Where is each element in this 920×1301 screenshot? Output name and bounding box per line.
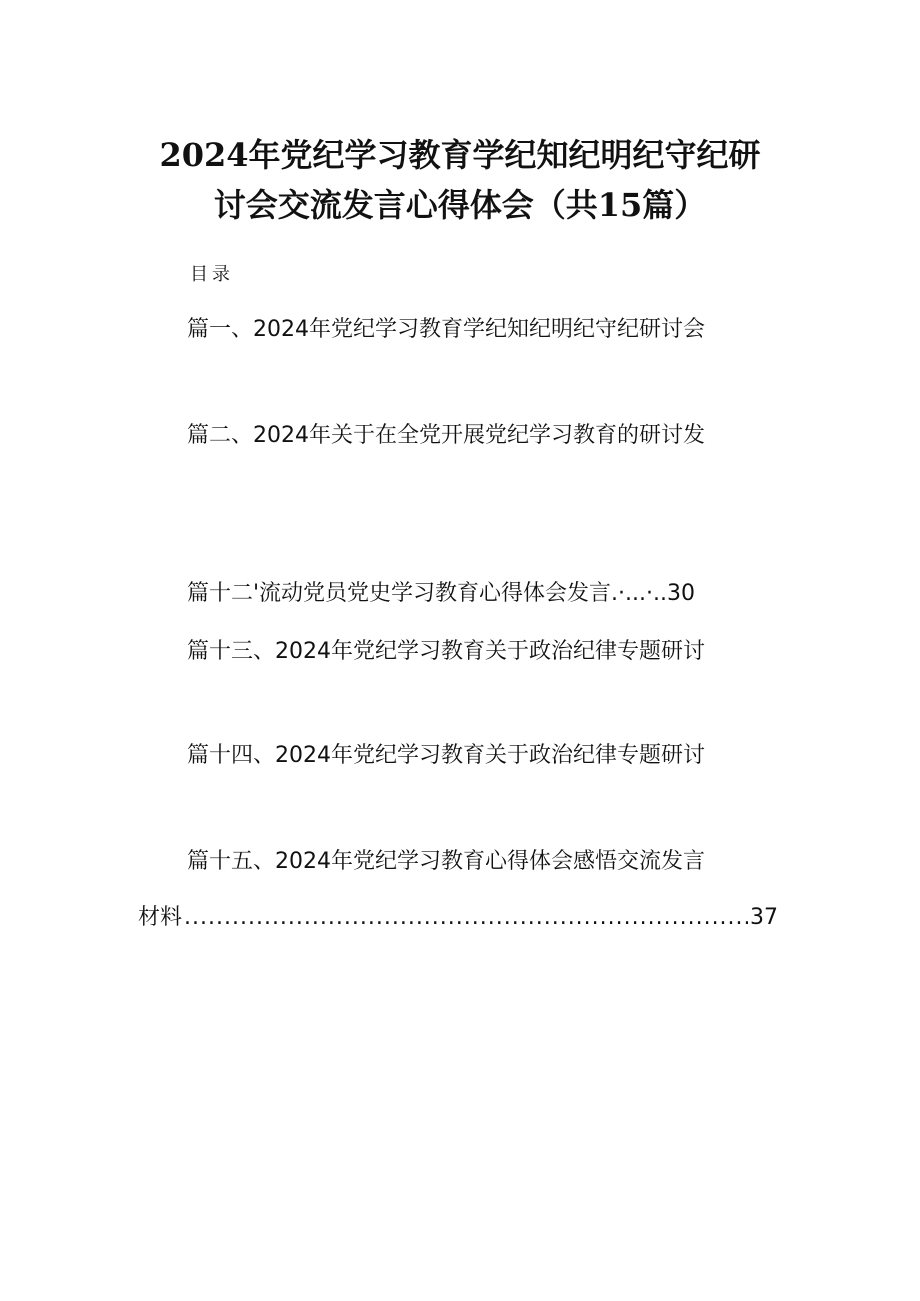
toc-page-number: 37	[750, 905, 778, 930]
toc-entry-12[interactable]: 篇十二'流动党员党史学习教育心得体会发言.·...·..30	[187, 581, 695, 606]
document-title-line-2: 讨会交流发言心得体会（共15篇）	[213, 186, 707, 224]
document-title-line-1: 2024年党纪学习教育学纪知纪明纪守纪研	[159, 136, 761, 174]
toc-entry-15[interactable]: 篇十五、2024年党纪学习教育心得体会感悟交流发言	[187, 849, 705, 874]
toc-continuation-text: 材料	[138, 905, 183, 930]
toc-entry-14[interactable]: 篇十四、2024年党纪学习教育关于政治纪律专题研讨	[187, 743, 705, 768]
toc-entry-13[interactable]: 篇十三、2024年党纪学习教育关于政治纪律专题研讨	[187, 639, 705, 664]
toc-dot-leader	[184, 902, 748, 934]
toc-entry-2[interactable]: 篇二、2024年关于在全党开展党纪学习教育的研讨发	[187, 423, 705, 448]
toc-heading: 目录	[190, 264, 234, 285]
toc-entry-15-continuation[interactable]	[138, 902, 778, 934]
toc-entry-1[interactable]: 篇一、2024年党纪学习教育学纪知纪明纪守纪研讨会	[187, 317, 705, 342]
